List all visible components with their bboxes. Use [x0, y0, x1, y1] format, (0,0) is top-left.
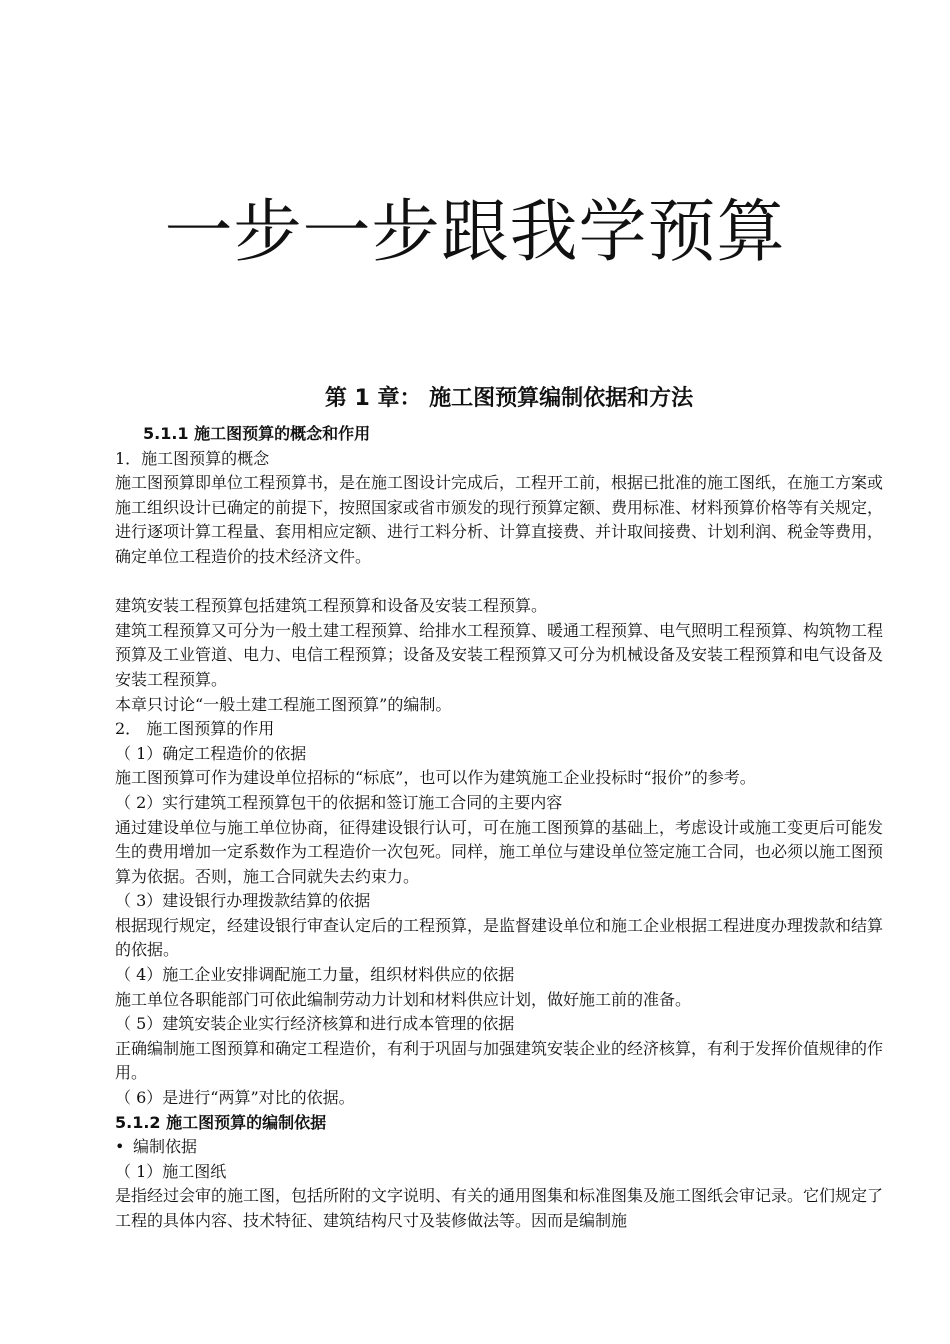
subtext-4: 施工单位各职能部门可依此编制劳动力计划和材料供应计划，做好施工前的准备。: [115, 989, 692, 1009]
document-title: 一步一步跟我学预算: [164, 193, 786, 272]
subtext-2: 通过建设单位与施工单位协商，征得建设银行认可，可在施工图预算的基础上，考虑设计或施工变更后可能发生的费用增加一定系数作为工程造价一次包死。同样，施工单位与建设单位签定施工合同，也必须以施工图预算为依据。否则，施工合同就失去约束力。: [115, 817, 884, 886]
subheading-1: （ 1）确定工程造价的依据: [115, 743, 307, 763]
subheading-4: （ 4）施工企业安排调配施工力量，组织材料供应的依据: [115, 965, 515, 985]
subtext-5: 正确编制施工图预算和确定工程造价，有利于巩固与加强建筑安装企业的经济核算，有利于发挥价值规律的作用。: [115, 1038, 884, 1083]
subheading-6: （ 6）是进行“两算”对比的依据。: [115, 1088, 355, 1108]
subtext-1: 施工图预算可作为建设单位招标的“标底”，也可以作为建筑施工企业投标时“报价”的参考。: [115, 768, 756, 788]
subheading-b1: （ 1）施工图纸: [115, 1161, 227, 1181]
paragraph-concept: 施工图预算即单位工程预算书，是在施工图设计完成后，工程开工前，根据已批准的施工图纸，在施工方案或施工组织设计已确定的前提下，按照国家或省市颁发的现行预算定额、费用标准、材料预算价格等有关规定，进行逐项计算工程量、套用相应定额、进行工料分析、计算直接费、并计取间接费、计划利润、税金等费用，确定单位工程造价的技术经济文件。: [115, 473, 884, 566]
paragraph-budget-subtypes: 建筑工程预算又可分为一般土建工程预算、给排水工程预算、暖通工程预算、电气照明工程预算、构筑物工程预算及工业管道、电力、电信工程预算；设备及安装工程预算又可分为机械设备及安装工程预算和电气设备及安装工程预算。: [115, 620, 884, 689]
section-heading-5-1-1: 5.1.1 施工图预算的概念和作用: [143, 424, 371, 443]
bullet-item: [115, 1135, 883, 1160]
subheading-3: （ 3）建设银行办理拨款结算的依据: [115, 891, 371, 911]
paragraph-chapter-scope: 本章只讨论“一般土建工程施工图预算”的编制。: [115, 694, 452, 714]
paragraph-budget-types: 建筑安装工程预算包括建筑工程预算和设备及安装工程预算。: [115, 596, 548, 616]
blank-line: [115, 570, 883, 595]
chapter-heading: 第 1 章： 施工图预算编制依据和方法: [324, 386, 694, 411]
item-heading-1: 1．施工图预算的概念: [115, 448, 270, 468]
bullet-icon: •: [115, 1137, 125, 1157]
bullet-label: 编制依据: [133, 1137, 198, 1157]
document-body: [115, 380, 883, 1234]
subtext-b1: 是指经过会审的施工图，包括所附的文字说明、有关的通用图集和标准图集及施工图纸会审记录。它们规定了工程的具体内容、技术特征、建筑结构尺寸及装修做法等。因而是编制施: [115, 1186, 884, 1230]
subheading-5: （ 5）建筑安装企业实行经济核算和进行成本管理的依据: [115, 1014, 515, 1034]
item-heading-2: 2． 施工图预算的作用: [115, 719, 275, 739]
subheading-2: （ 2）实行建筑工程预算包干的依据和签订施工合同的主要内容: [115, 792, 563, 812]
section-heading-5-1-2: 5.1.2 施工图预算的编制依据: [115, 1112, 327, 1132]
subtext-3: 根据现行规定，经建设银行审查认定后的工程预算，是监督建设单位和施工企业根据工程进度办理拨款和结算的依据。: [115, 915, 884, 960]
